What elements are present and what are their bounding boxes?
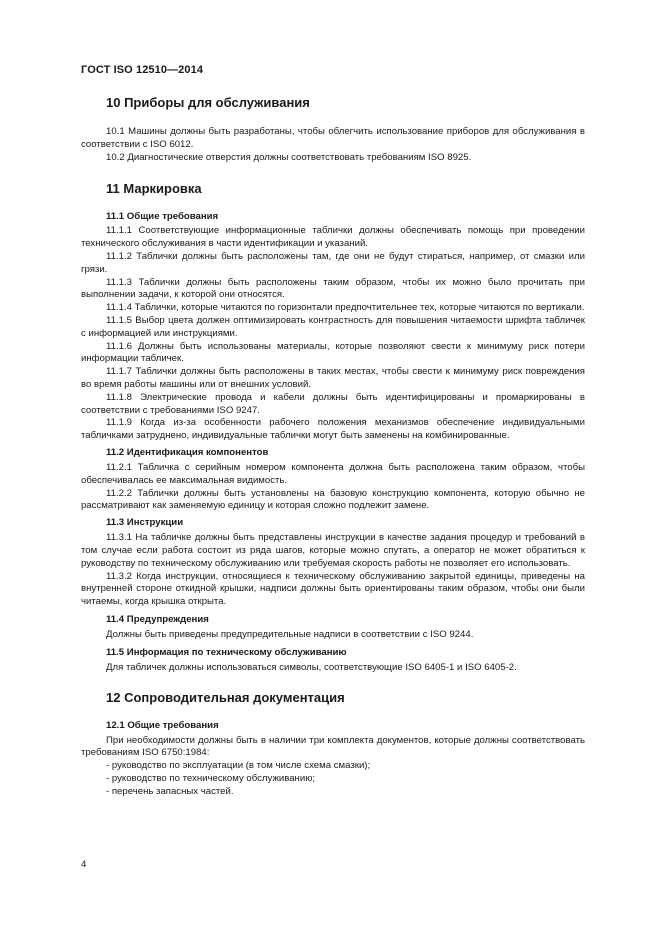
para-11-1-8: 11.1.8 Электрические провода и кабели должны быть идентифицированы и промаркированы в соответствии с требованиями ISO 9247. bbox=[81, 391, 585, 416]
section-11-5-title: 11.5 Информация по техническому обслуживанию bbox=[106, 646, 347, 658]
running-header: ГОСТ ISO 12510—2014 bbox=[81, 64, 204, 76]
para-11-1-2: 11.1.2 Таблички должны быть расположены там, где они не будут стираться, например, от смазки или грязи. bbox=[81, 250, 585, 275]
section-11-1-title: 11.1 Общие требования bbox=[106, 211, 219, 223]
para-11-3-2: 11.3.2 Когда инструкции, относящиеся к техническому обслуживанию закрытой единицы, приведены на внутренней стороне откидной крышки, надписи должны быть ориентированы таким образом, чтобы они были читаемы, когда крышка открыта. bbox=[81, 570, 585, 608]
para-11-1-1: 11.1.1 Соответствующие информационные таблички должны обеспечивать помощь при проведении технического обслуживания в части идентификации и указаний. bbox=[81, 225, 585, 250]
list-item: - руководство по эксплуатации (в том числе схема смазки); bbox=[106, 760, 371, 772]
section-11-2-title: 11.2 Идентификация компонентов bbox=[106, 446, 269, 458]
para-10-2: 10.2 Диагностические отверстия должны соответствовать требованиям ISO 8925. bbox=[106, 151, 472, 163]
para-11-4: Должны быть приведены предупредительные надписи в соответствии с ISO 9244. bbox=[106, 628, 474, 640]
section-11-title: 11 Маркировка bbox=[106, 181, 202, 197]
page-number: 4 bbox=[81, 859, 87, 870]
page-body bbox=[81, 95, 585, 798]
para-11-2-1: 11.2.1 Табличка с серийным номером компонента должна быть расположена таким образом, чтобы обеспечивалась ее максимальная видимость. bbox=[81, 461, 585, 486]
para-11-2-2: 11.2.2 Таблички должны быть установлены на базовую конструкцию компонента, которую обычно не рассматривают как заменяемую единицу и которая сложно подлежит замене. bbox=[81, 487, 585, 512]
para-12-1: При необходимости должны быть в наличии три комплекта документов, которые должны соответствовать требованиям ISO 6750:1984: bbox=[81, 734, 585, 759]
para-11-1-7: 11.1.7 Таблички должны быть расположены в таких местах, чтобы свести к минимуму риск повреждения во время работы машины или от внешних условий. bbox=[81, 366, 585, 390]
para-11-1-9: 11.1.9 Когда из-за особенности рабочего положения механизмов обеспечение индивидуальными табличками затруднено, индивидуальные таблички могут быть заменены на комбинированные. bbox=[81, 417, 585, 442]
para-11-3-1: 11.3.1 На табличке должны быть представлены инструкции в качестве задания процедур и требований в том случае если работа состоит из ряда шагов, которые можно спутать, а оператор не может обратиться к руководству по техническому обслуживанию или требуемая скорость работы не позволяет его использовать. bbox=[81, 532, 585, 569]
list-item: - перечень запасных частей. bbox=[106, 785, 234, 797]
section-10-title: 10 Приборы для обслуживания bbox=[106, 95, 310, 110]
para-11-1-5: 11.1.5 Выбор цвета должен оптимизировать контрастность для повышения читаемости шрифта табличек с информацией или инструкциями. bbox=[81, 314, 585, 339]
para-11-5: Для табличек должны использоваться символы, соответствующие ISO 6405-1 и ISO 6405-2. bbox=[106, 661, 517, 673]
section-12-title: 12 Сопроводительная документация bbox=[106, 689, 345, 705]
para-11-1-6: 11.1.6 Должны быть использованы материалы, которые позволяют свести к минимуму риск потери информации табличек. bbox=[81, 340, 585, 365]
para-11-1-4: 11.1.4 Таблички, которые читаются по горизонтали предпочтительнее тех, которые читаются по вертикали. bbox=[106, 302, 585, 314]
section-11-3-title: 11.3 Инструкции bbox=[106, 517, 184, 529]
para-11-1-3: 11.1.3 Таблички должны быть расположены таким образом, чтобы их можно было прочитать при выполнении задачи, к которой они относятся. bbox=[81, 276, 585, 301]
list-item: - руководство по техническому обслуживанию; bbox=[106, 772, 316, 784]
section-11-4-title: 11.4 Предупреждения bbox=[106, 613, 209, 625]
para-10-1: 10.1 Машины должны быть разработаны, чтобы облегчить использование приборов для обслуживания в соответствии с ISO 6012. bbox=[81, 126, 585, 150]
section-12-1-title: 12.1 Общие требования bbox=[106, 719, 219, 731]
